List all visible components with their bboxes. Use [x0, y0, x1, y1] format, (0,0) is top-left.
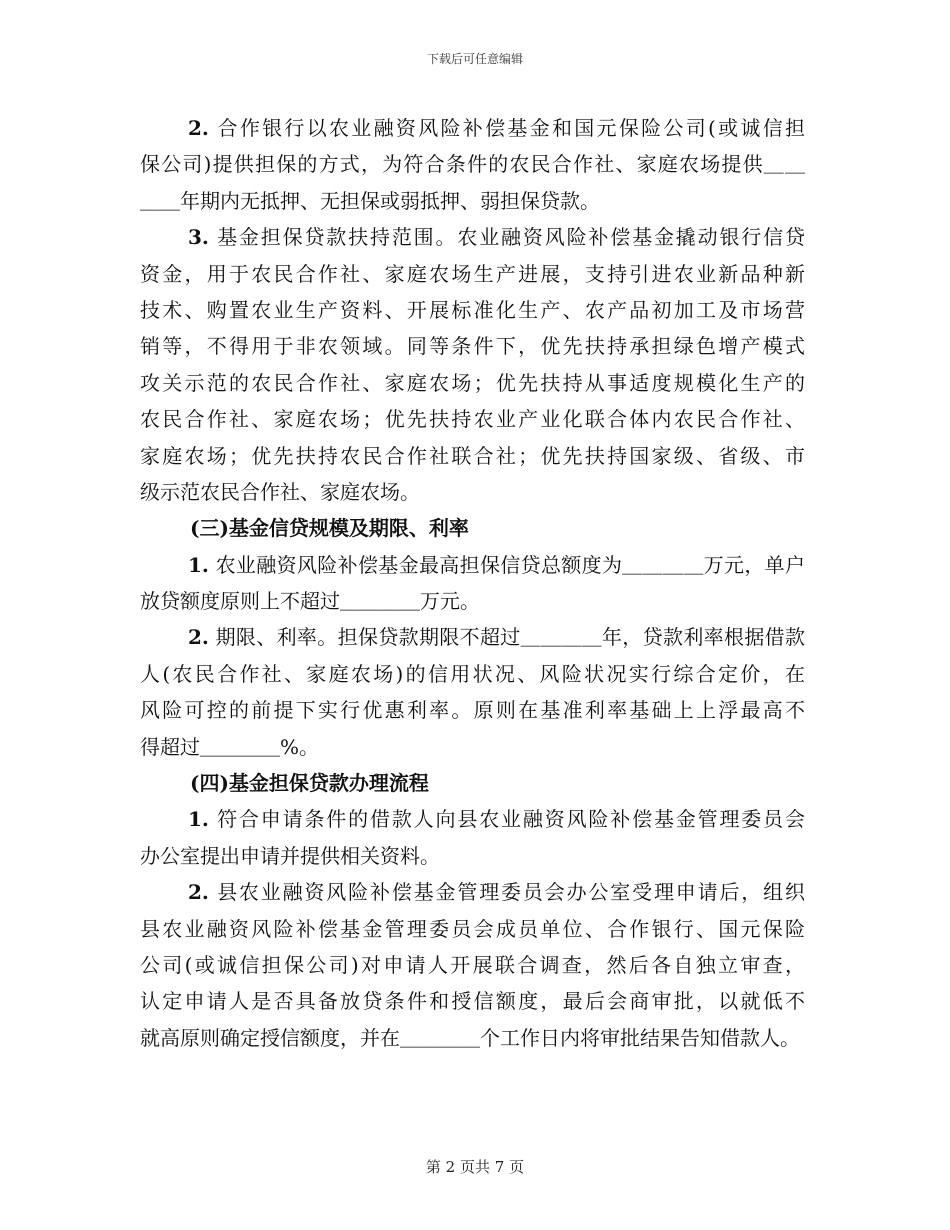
text-line: 级示范农民合作社、家庭农场。	[140, 479, 420, 504]
item-number: 2.	[188, 625, 209, 650]
paragraph-2-review	[140, 874, 805, 1056]
section-heading-4: (四)基金担保贷款办理流程	[190, 771, 429, 796]
text-line: 家庭农场；优先扶持农民合作社联合社；优先扶持国家级、省级、市	[140, 443, 805, 468]
text-line: 符合申请条件的借款人向县农业融资风险补偿基金管理委员会	[208, 807, 805, 832]
text-line: 得超过＿＿＿＿%。	[140, 734, 320, 759]
text-line: 基金担保贷款扶持范围。农业融资风险补偿基金撬动银行信贷	[208, 225, 805, 250]
paragraph-2-guarantee	[140, 110, 805, 219]
text-line: 销等，不得用于非农领域。同等条件下，优先扶持承担绿色增产模式	[140, 334, 805, 359]
text-line: 放贷额度原则上不超过＿＿＿＿万元。	[140, 589, 480, 614]
text-line: 资金，用于农民合作社、家庭农场生产进展，支持引进农业新品种新	[140, 261, 805, 286]
page-header: 下载后可任意编辑	[426, 52, 523, 66]
text-line: 保公司)提供担保的方式，为符合条件的农民合作社、家庭农场提供＿＿	[140, 152, 805, 177]
text-line: 办公室提出申请并提供相关资料。	[140, 843, 440, 868]
text-line: 公司(或诚信担保公司)对申请人开展联合调查，然后各自独立审查，	[140, 952, 805, 977]
item-number: 3.	[188, 225, 209, 250]
item-number: 1.	[188, 807, 209, 832]
text-line: 攻关示范的农民合作社、家庭农场；优先扶持从事适度规模化生产的	[140, 370, 805, 395]
paragraph-2-term-rate	[140, 619, 805, 765]
text-line: 农业融资风险补偿基金最高担保信贷总额度为＿＿＿＿万元，单户	[208, 552, 805, 577]
section-heading-3: (三)基金信贷规模及期限、利率	[190, 516, 469, 541]
paragraph-3-support-scope	[140, 219, 805, 510]
page-footer: 第 2 页共 7 页	[425, 1158, 525, 1176]
paragraph-1-application	[140, 801, 805, 874]
text-line: 合作银行以农业融资风险补偿基金和国元保险公司(或诚信担	[208, 116, 805, 140]
text-line: 就高原则确定授信额度，并在＿＿＿＿个工作日内将审批结果告知借款人。	[140, 1025, 800, 1050]
text-line: 技术、购置农业生产资料、开展标准化生产、农产品初加工及市场营	[140, 297, 805, 322]
text-line: 县农业融资风险补偿基金管理委员会成员单位、合作银行、国元保险	[140, 916, 805, 941]
text-line: 人(农民合作社、家庭农场)的信用状况、风险状况实行综合定价，在	[140, 661, 805, 686]
text-line: 认定申请人是否具备放贷条件和授信额度，最后会商审批，以就低不	[140, 989, 805, 1014]
text-line: 农民合作社、家庭农场；优先扶持农业产业化联合体内农民合作社、	[140, 407, 805, 432]
text-line: 县农业融资风险补偿基金管理委员会办公室受理申请后，组织	[208, 880, 805, 905]
paragraph-1-credit-scale	[140, 547, 805, 620]
document-body	[140, 110, 805, 1056]
item-number: 2.	[188, 116, 209, 140]
text-line: ＿＿年期内无抵押、无担保或弱抵押、弱担保贷款。	[140, 188, 600, 213]
text-line: 风险可控的前提下实行优惠利率。原则在基准利率基础上上浮最高不	[140, 698, 805, 723]
item-number: 1.	[188, 552, 209, 577]
item-number: 2.	[188, 880, 209, 905]
text-line: 期限、利率。担保贷款期限不超过＿＿＿＿年，贷款利率根据借款	[208, 625, 805, 650]
